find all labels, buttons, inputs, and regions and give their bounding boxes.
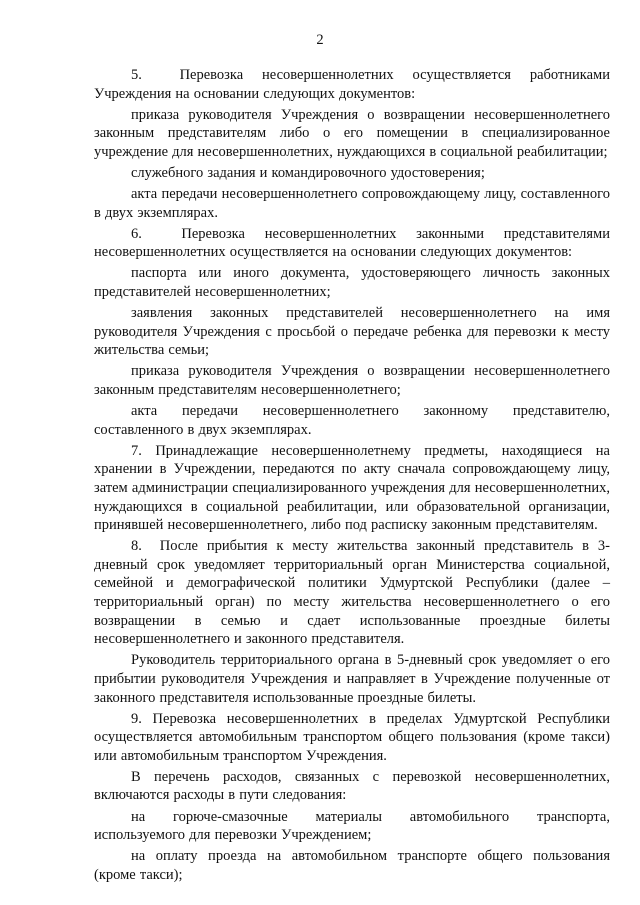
paragraph-9-item-fuel: на горюче-смазочные материалы автомобильного транспорта, используемого для перевозки Учреждением; xyxy=(94,808,610,844)
paragraph-6-item-order: приказа руководителя Учреждения о возвращении несовершеннолетнего законным представителям несовершеннолетнего; xyxy=(94,363,610,398)
paragraph-5-item-act: акта передачи несовершеннолетнего сопровождающему лицу, составленного в двух экземплярах. xyxy=(94,186,610,221)
paragraph-6-item-act: акта передачи несовершеннолетнего законному представителю, составленного в двух экземплярах. xyxy=(94,403,610,438)
paragraph-9-expenses: В перечень расходов, связанных с перевозкой несовершеннолетних, включаются расходы в пути следования: xyxy=(94,768,610,804)
paragraph-5: 5. Перевозка несовершеннолетних осуществляется работниками Учреждения на основании следующих документов: xyxy=(94,67,610,102)
paragraph-8: 8. После прибытия к месту жительства законный представитель в 3-дневный срок уведомляет территориальный орган Министерства социальной, семейной и демографической политики Удмуртской Республики (далее – территориальный орган) по месту жительства несовершеннолетнего о его возвращении в семью и сдает использованные проездные билеты несовершеннолетнего и законного представителя. xyxy=(94,538,610,648)
page-number: 2 xyxy=(316,32,324,48)
paragraph-6: 6. Перевозка несовершеннолетних законными представителями несовершеннолетних осуществляется на основании следующих документов: xyxy=(94,225,610,261)
paragraph-5-item-assignment: служебного задания и командировочного удостоверения; xyxy=(131,164,485,181)
document-body xyxy=(94,66,610,887)
paragraph-5-item-order: приказа руководителя Учреждения о возвращении несовершеннолетнего законным представителям либо о его помещении в специализированное учреждение для несовершеннолетних, нуждающихся в социальной реабилитации; xyxy=(94,106,610,160)
paragraph-8-continued: Руководитель территориального органа в 5-дневный срок уведомляет о его прибытии руководителя Учреждения и направляет в Учреждение полученные от законного представителя использованные проездные билеты. xyxy=(94,652,610,706)
paragraph-9: 9. Перевозка несовершеннолетних в пределах Удмуртской Республики осуществляется автомобильным транспортом общего пользования (кроме такси) или автомобильным транспортом Учреждения. xyxy=(94,710,610,764)
paragraph-6-item-passport: паспорта или иного документа, удостоверяющего личность законных представителей несовершеннолетних; xyxy=(94,265,610,301)
paragraph-9-item-fare: на оплату проезда на автомобильном транспорте общего пользования (кроме такси); xyxy=(94,848,610,883)
paragraph-7: 7. Принадлежащие несовершеннолетнему предметы, находящиеся на хранении в Учреждении, передаются по акту сначала сопровождающему лицу, затем администрации специализированного учреждения для несовершеннолетних, нуждающихся в социальной реабилитации, или образовательной организации, принявшей несовершеннолетнего, либо под расписку законным представителям. xyxy=(94,442,610,534)
paragraph-6-item-application: заявления законных представителей несовершеннолетнего на имя руководителя Учреждения с просьбой о передаче ребенка для перевозки к месту жительства семьи; xyxy=(94,305,610,359)
